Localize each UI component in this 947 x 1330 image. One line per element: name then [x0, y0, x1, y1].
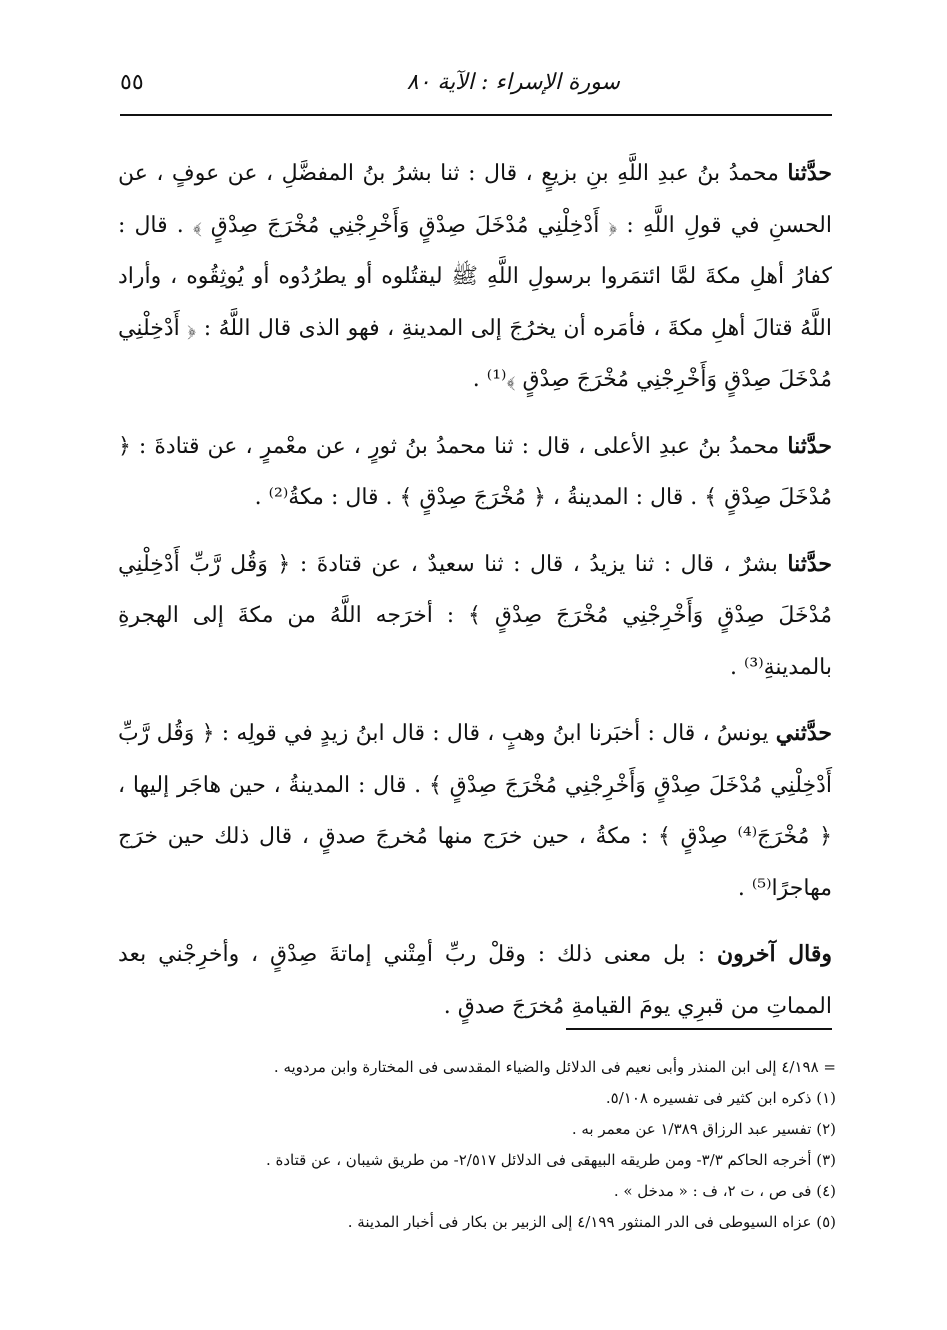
- paragraph-text: : بل معنى ذلك : وقلْ ربِّ أمِتْني إماتةَ صِدْقٍ ، وأخرِجْني بعد المماتِ من قبرِي يومَ القيامةِ مُخرَجَ صدقٍ .: [118, 942, 832, 1019]
- footnote-1: (١) ذكره ابن كثير فى تفسيره ٥/١٠٨.: [605, 1089, 836, 1107]
- main-text: [118, 148, 832, 1032]
- paragraph-text: محمدُ بنُ عبدِ اللَّهِ بنِ بزيعٍ ، قال : ثنا بشرُ بنُ المفضَّلِ ، عن عوفٍ ، عن الحسنِ في قولِ اللَّهِ : ﴿ أَدْخِلْنِي مُدْخَلَ صِدْقٍ وَأَخْرِجْنِي مُخْرَجَ صِدْقٍ ﴾ . قال : كفارُ أهلِ مكةَ لمَّا ائتمَروا برسولِ اللَّهِ ﷺ ليقتُلوه أو يطرُدُوه أو يُوثِقُوه ، وأراد اللَّهُ قتالَ أهلِ مكةَ ، فأمَره أن يخرُجَ إلى المدينةِ ، فهو الذى قال اللَّهُ : ﴿ أَدْخِلْنِي مُدْخَلَ صِدْقٍ وَأَخْرِجْنِي مُخْرَجَ صِدْقٍ ﴾⁽¹⁾ .: [118, 161, 832, 392]
- footnote-2: (٢) تفسير عبد الرزاق ١/٣٨٩ عن معمر به .: [571, 1120, 836, 1138]
- paragraph-lead: وقال آخرون: [717, 941, 832, 967]
- paragraph-4: [118, 708, 832, 914]
- paragraph-text: محمدُ بنُ عبدِ الأعلى ، قال : ثنا محمدُ بنُ ثورٍ ، عن معْمرٍ ، عن قتادةَ : ﴿ مُدْخَلَ صِدْقٍ ﴾ . قال : المدينةُ ، ﴿ مُخْرَجَ صِدْقٍ ﴾ . قال : مكةُ⁽²⁾ .: [118, 433, 832, 510]
- footnote-5: (٥) عزاه السيوطى فى الدر المنثور ٤/١٩٩ إلى الزبير بن بكار فى أخبار المدينة .: [347, 1213, 836, 1231]
- footnote-4: (٤) فى ص ، ت ٢، ف : « مدخل » .: [613, 1182, 836, 1200]
- header-divider: [120, 114, 832, 116]
- paragraph-text: يونسُ ، قال : أخبَرنا ابنُ وهبٍ ، قال : قال ابنُ زيدٍ في قولِه : ﴿ وَقُل رَّبِّ أَدْخِلْنِي مُدْخَلَ صِدْقٍ وَأَخْرِجْنِي مُخْرَجَ صِدْقٍ ﴾ . قال : المدينةُ ، حين هاجَر إليها ، ﴿ مُخْرَجَ⁽⁴⁾ صِدْقٍ ﴾ : مكةُ ، حين خرَج منها مُخرجَ صدقٍ ، قال ذلك حين خرَج مهاجرًا⁽⁵⁾ .: [118, 721, 832, 901]
- paragraph-3: [118, 539, 832, 694]
- paragraph-lead: حدَّثنا: [787, 550, 832, 577]
- paragraph-lead: حدَّثنا: [787, 160, 832, 186]
- footnote-continuation: = ٤/١٩٨ إلى ابن المنذر وأبى نعيم فى الدلائل والضياء المقدسى فى المختارة وابن مردويه .: [273, 1058, 836, 1076]
- paragraph-1: [118, 148, 832, 406]
- paragraph-lead: حدَّثني: [775, 720, 832, 746]
- footnote-3: (٣) أخرجه الحاكم ٣/٣- ومن طريقه البيهقى فى الدلائل ٢/٥١٧- من طريق شيبان ، عن قتادة .: [265, 1151, 836, 1169]
- page-number: ٥٥: [120, 69, 144, 95]
- paragraph-lead: حدَّثنا: [787, 432, 832, 459]
- paragraph-text: بشرٌ ، قال : ثنا يزيدُ ، قال : ثنا سعيدٌ ، عن قتادةَ : ﴿ وَقُل رَّبِّ أَدْخِلْنِي مُدْخَلَ صِدْقٍ وَأَخْرِجْنِي مُخْرَجَ صِدْقٍ ﴾ : أخرَجه اللَّهُ من مكةَ إلى الهجرةِ بالمدينةِ⁽³⁾ .: [118, 551, 832, 680]
- page-header: [120, 62, 830, 102]
- footnote-divider: [566, 1028, 832, 1030]
- running-head-title: سورة الإسراء : الآية ٨٠: [406, 69, 620, 95]
- footnotes: [150, 1052, 836, 1238]
- paragraph-2: [118, 421, 832, 524]
- paragraph-5: [118, 929, 832, 1032]
